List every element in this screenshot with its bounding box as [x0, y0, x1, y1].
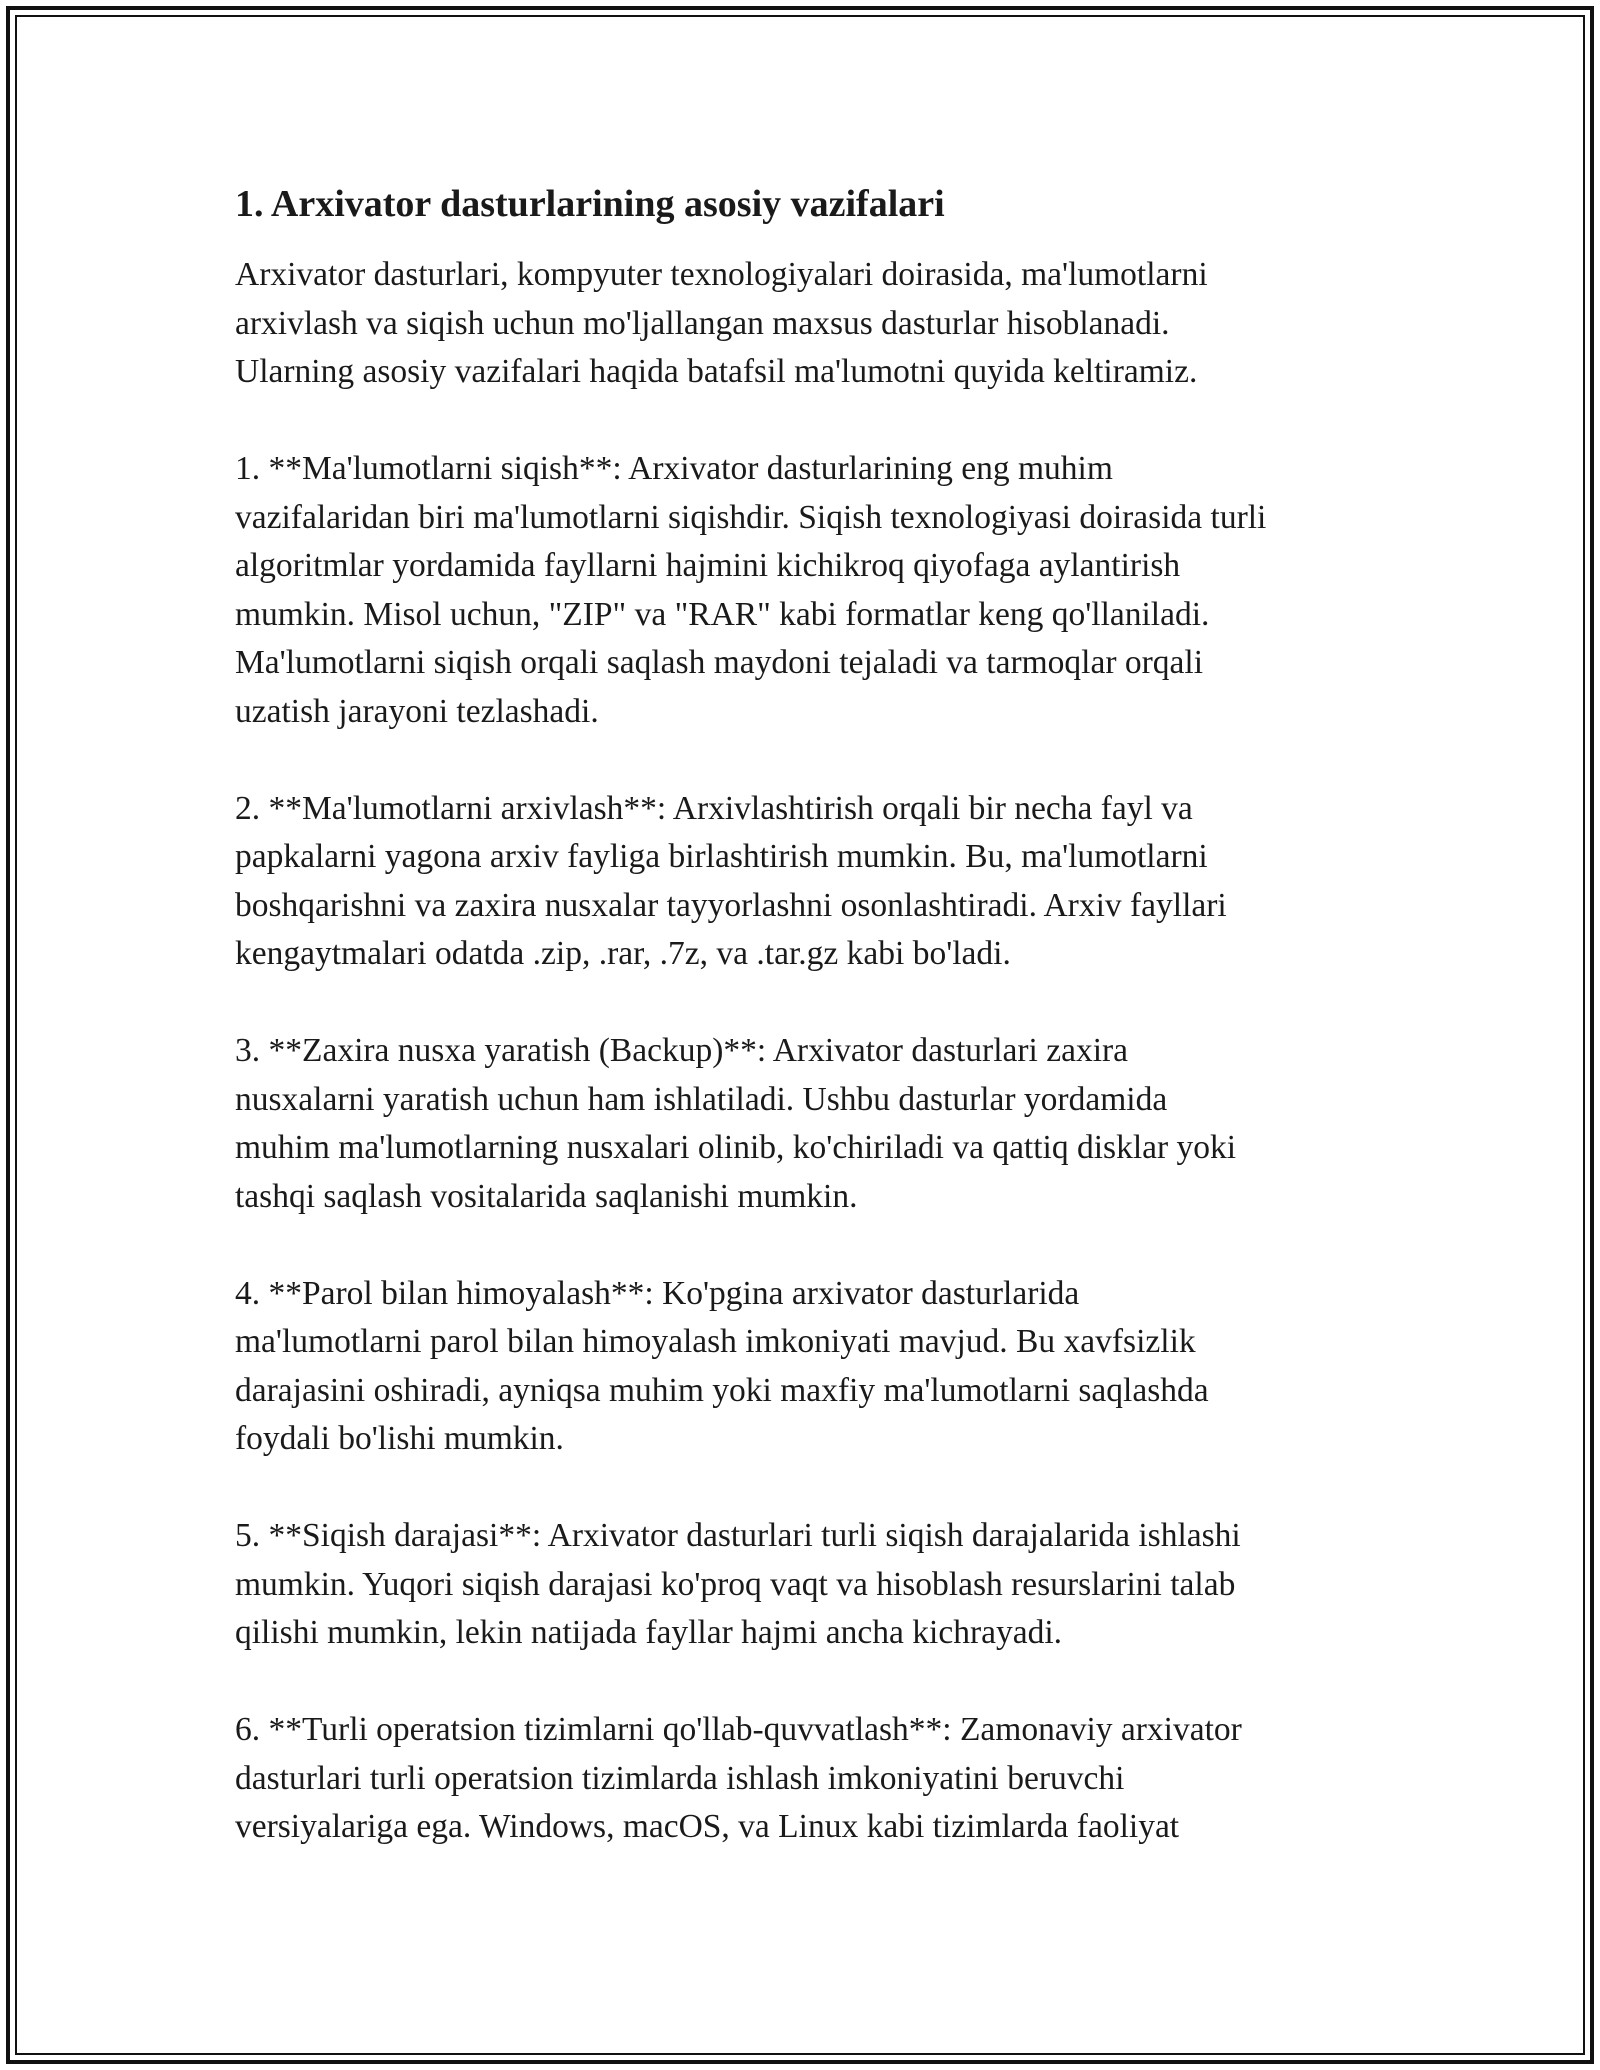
- text-line: ma'lumotlarni parol bilan himoyalash imkoniyati mavjud. Bu xavfsizlik: [235, 1323, 1196, 1360]
- intro-paragraph: [235, 251, 1375, 397]
- text-line: dasturlari turli operatsion tizimlarda ishlash imkoniyatini beruvchi: [235, 1759, 1125, 1797]
- text-line: 1. **Ma'lumotlarni siqish**: Arxivator dasturlarining eng muhim: [235, 450, 1113, 487]
- text-line: Ularning asosiy vazifalari haqida batafsil ma'lumotni quyida keltiramiz.: [235, 353, 1198, 390]
- text-line: uzatish jarayoni tezlashadi.: [235, 692, 599, 730]
- text-line: darajasini oshiradi, ayniqsa muhim yoki maxfiy ma'lumotlarni saqlashda: [235, 1371, 1209, 1409]
- document-body: [235, 180, 1375, 1900]
- text-line: muhim ma'lumotlarning nusxalari olinib, ko'chiriladi va qattiq disklar yoki: [235, 1129, 1237, 1166]
- list-item-compression: [235, 445, 1375, 736]
- text-line: 6. **Turli operatsion tizimlarni qo'llab-quvvatlash**: Zamonaviy arxivator: [235, 1711, 1242, 1748]
- text-line: Ma'lumotlarni siqish orqali saqlash maydoni tejaladi va tarmoqlar orqali: [235, 644, 1203, 681]
- text-line: algoritmlar yordamida fayllarni hajmini kichikroq qiyofaga aylantirish: [235, 547, 1181, 584]
- text-line: arxivlash va siqish uchun mo'ljallangan maxsus dasturlar hisoblanadi.: [235, 304, 1170, 342]
- text-line: qilishi mumkin, lekin natijada fayllar hajmi ancha kichrayadi.: [235, 1614, 1063, 1651]
- text-line: 2. **Ma'lumotlarni arxivlash**: Arxivlashtirish orqali bir necha fayl va: [235, 789, 1193, 827]
- list-item-compression-level: [235, 1512, 1375, 1658]
- text-line: tashqi saqlash vositalarida saqlanishi mumkin.: [235, 1177, 858, 1215]
- text-line: boshqarishni va zaxira nusxalar tayyorlashni osonlashtiradi. Arxiv fayllari: [235, 886, 1227, 924]
- text-line: vazifalaridan biri ma'lumotlarni siqishdir. Siqish texnologiyasi doirasida turli: [235, 498, 1267, 536]
- text-line: Arxivator dasturlari, kompyuter texnologiyalari doirasida, ma'lumotlarni: [235, 256, 1208, 293]
- text-line: 5. **Siqish darajasi**: Arxivator dasturlari turli siqish darajalarida ishlashi: [235, 1517, 1241, 1554]
- text-line: nusxalarni yaratish uchun ham ishlatiladi. Ushbu dasturlar yordamida: [235, 1080, 1168, 1118]
- text-line: versiyalariga ega. Windows, macOS, va Linux kabi tizimlarda faoliyat: [235, 1808, 1180, 1845]
- text-line: mumkin. Yuqori siqish darajasi ko'proq vaqt va hisoblash resurslarini talab: [235, 1565, 1236, 1603]
- text-line: mumkin. Misol uchun, "ZIP" va "RAR" kabi formatlar keng qo'llaniladi.: [235, 595, 1210, 633]
- text-line: papkalarni yagona arxiv fayliga birlashtirish mumkin. Bu, ma'lumotlarni: [235, 838, 1208, 875]
- list-item-backup: [235, 1027, 1375, 1221]
- section-heading: 1. Arxivator dasturlarining asosiy vazifalari: [235, 183, 945, 225]
- text-line: 4. **Parol bilan himoyalash**: Ko'pgina arxivator dasturlarida: [235, 1274, 1080, 1312]
- list-item-password: [235, 1270, 1375, 1464]
- text-line: kengaytmalari odatda .zip, .rar, .7z, va .tar.gz kabi bo'ladi.: [235, 935, 1011, 972]
- text-line: foydali bo'lishi mumkin.: [235, 1420, 564, 1457]
- list-item-os-support: [235, 1706, 1375, 1852]
- list-item-archiving: [235, 785, 1375, 979]
- text-line: 3. **Zaxira nusxa yaratish (Backup)**: Arxivator dasturlari zaxira: [235, 1032, 1129, 1069]
